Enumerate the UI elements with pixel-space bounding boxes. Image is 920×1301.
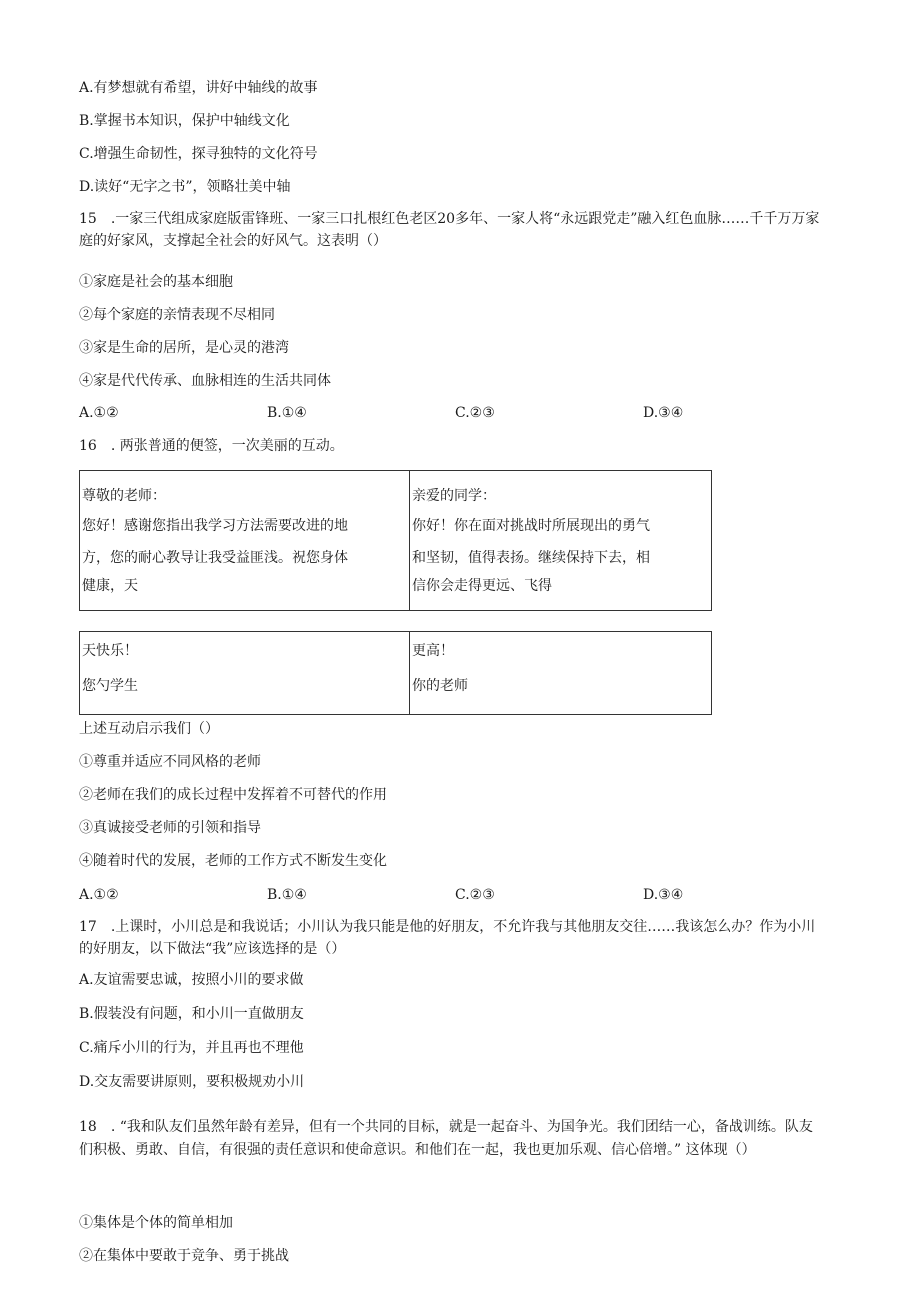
q16-item-4: ④随着时代的发展，老师的工作方式不断发生变化 [79, 853, 387, 869]
q18-item-2: ②在集体中要敢于竞争、勇于挑战 [79, 1248, 289, 1264]
q16-item-1: ①尊重并适应不同风格的老师 [79, 754, 261, 770]
q16-choice-d: D.③④ [643, 887, 684, 903]
note-student-letter-end [412, 632, 707, 716]
q18-item-1: ①集体是个体的简单相加 [79, 1215, 233, 1231]
q16-choice-c: C.②③ [455, 887, 495, 903]
q15-choice-c: C.②③ [455, 405, 495, 421]
q14-option-c: C.增强生命韧性，探寻独特的文化符号 [79, 146, 318, 162]
note-line: 尊敬的老师： [82, 488, 166, 504]
note-line: 你好！你在面对挑战时所展现出的勇气 [412, 518, 650, 534]
note-line: 信你会走得更远、飞得 [412, 578, 552, 594]
note-teacher-letter-end [82, 632, 402, 716]
q15-stem: 15 .一家三代组成家庭版雷锋班、一家三口扎根红色老区20多年、一家人将“永远跟党走”融入红色血脉……千千万万家庭的好家风，支撑起全社会的好风气。这表明（） [79, 211, 820, 249]
q16-item-2: ②老师在我们的成长过程中发挥着不可替代的作用 [79, 787, 387, 803]
note-line: 和坚韧，值得表扬。继续保持下去，相 [412, 550, 650, 566]
q16-prompt: 上述互动启示我们（） [79, 721, 219, 737]
note-student-letter [412, 471, 707, 612]
note-divider [409, 471, 410, 610]
q17-choice-d: D.交友需要讲原则，要积极规劝小川 [79, 1074, 305, 1090]
q18-stem: 18 . “我和队友们虽然年龄有差异，但有一个共同的目标，就是一起奋斗、为国争光。我们团结一心，备战训练。队友们积极、勇敢、自信，有很强的责任意识和使命意识。和他们在一起，我也更加乐观、信心倍增。” 这体现（） [79, 1119, 813, 1158]
q17-choice-c: C.痛斥小川的行为，并且再也不理他 [79, 1040, 304, 1056]
note-line: 方，您的耐心教导让我受益匪浅。祝您身体 [82, 550, 348, 566]
q16-choice-b: B.①④ [267, 887, 307, 903]
q16-item-3: ③真诚接受老师的引领和指导 [79, 820, 261, 836]
note-line: 天快乐！ [82, 643, 138, 659]
note-divider [409, 632, 410, 714]
note-line: 您好！感谢您指出我学习方法需要改进的地 [82, 518, 348, 534]
q14-option-a: A.有梦想就有希望，讲好中轴线的故事 [79, 80, 318, 96]
note-line: 更高！ [412, 643, 454, 659]
q17-choice-a: A.友谊需要忠诚，按照小川的要求做 [79, 972, 304, 988]
note-line: 健康，天 [82, 578, 138, 594]
note-table-1 [79, 470, 712, 611]
q16-choice-a: A.①② [79, 887, 119, 903]
q17-stem: 17 .上课时，小川总是和我说话；小川认为我只能是他的好朋友，不允许我与其他朋友交往……我该怎么办？作为小川的好朋友，以下做法“我”应该选择的是（） [79, 919, 816, 957]
q15-choice-b: B.①④ [267, 405, 307, 421]
note-table-2 [79, 631, 712, 715]
note-line: 你的老师 [412, 678, 468, 694]
note-teacher-letter [82, 471, 402, 612]
note-line: 亲爱的同学： [412, 488, 496, 504]
q14-option-d: D.读好“无字之书”，领略壮美中轴 [79, 179, 291, 195]
note-line: 您勺学生 [82, 678, 138, 694]
q15-item-4: ④家是代代传承、血脉相连的生活共同体 [79, 373, 331, 389]
q16-stem: 16 . 两张普通的便签，一次美丽的互动。 [79, 438, 344, 454]
q17-choice-b: B.假装没有问题，和小川一直做朋友 [79, 1006, 304, 1022]
q15-item-1: ①家庭是社会的基本细胞 [79, 274, 233, 290]
q15-item-2: ②每个家庭的亲情表现不尽相同 [79, 307, 275, 323]
q15-item-3: ③家是生命的居所，是心灵的港湾 [79, 340, 289, 356]
q15-choice-d: D.③④ [643, 405, 684, 421]
q14-option-b: B.掌握书本知识，保护中轴线文化 [79, 113, 290, 129]
q15-choice-a: A.①② [79, 405, 119, 421]
